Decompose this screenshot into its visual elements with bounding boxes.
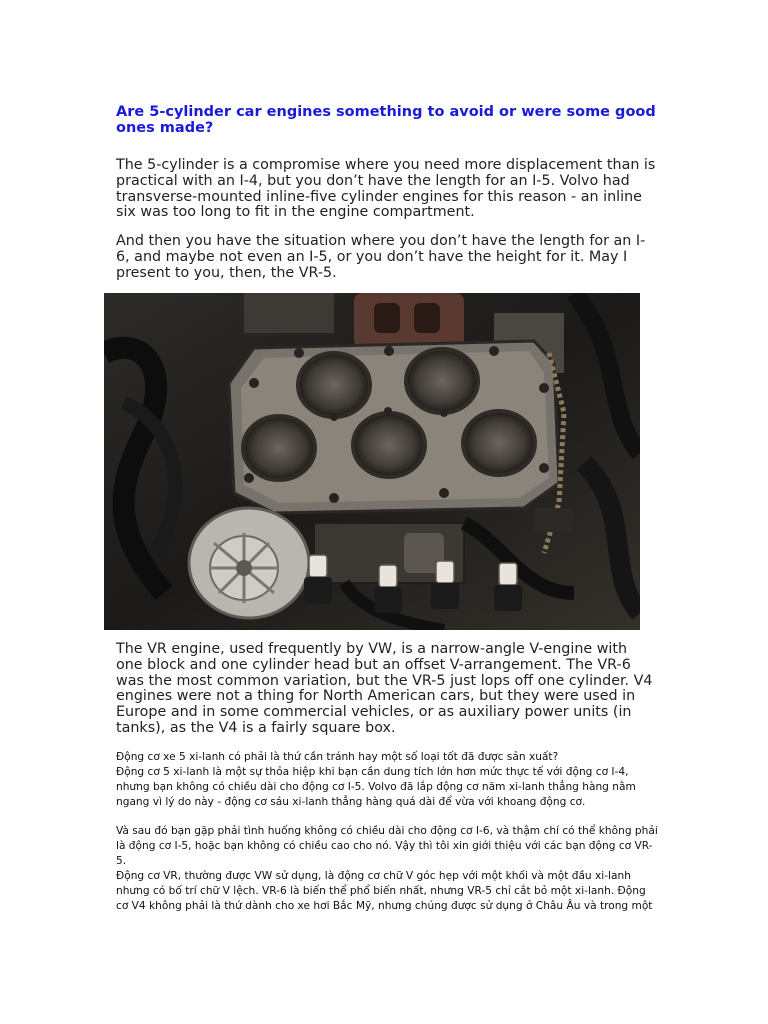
paragraph-3: The VR engine, used frequently by VW, is a narrow-angle V-engine with one block and one cylinder head but an offset V-arrangement. The VR-6 was the most common variation, but the VR-5 just lops off one cylinder. V4 engines were not a thing for North American cars, but they were used in Europe and in some commercial vehicles, or as auxiliary power units (in tanks), as the V4 is a fairly square box. (116, 641, 653, 736)
translation-block-2: Và sau đó bạn gặp phải tình huống không có chiều dài cho động cơ I-6, và thậm chí có thể không phải là động cơ I-5, hoặc bạn không có chiều cao cho nó. Vậy thì tôi xin giới thiệu với các bạn động cơ VR-5. (116, 825, 658, 867)
paragraph-2: And then you have the situation where you don’t have the length for an I-6, and maybe not even an I-5, or you don’t have the height for it. May I present to you, then, the VR-5. (116, 233, 646, 281)
engine-photo (104, 293, 640, 630)
translation-block-3: Động cơ VR, thường được VW sử dụng, là động cơ chữ V góc hẹp với một khối và một đầu xi-lanh nhưng có bố trí chữ V lệch. VR-6 là biến thể phổ biến nhất, nhưng VR-5 chỉ cắt bỏ một xi-lanh. Động cơ V4 không phải là thứ dành cho xe hơi Bắc Mỹ, nhưng chúng được sử dụng ở Châu Âu và trong một (116, 870, 653, 912)
paragraph-1: The 5-cylinder is a compromise where you need more displacement than is practical with an I-4, but you don’t have the length for an I-5. Volvo had transverse-mounted inline-five cylinder engines for this reason - an inline six was too long to fit in the engine compartment. (116, 157, 656, 221)
translation-block-1: Động cơ xe 5 xi-lanh có phải là thứ cần tránh hay một số loại tốt đã được sản xuất? Động cơ 5 xi-lanh là một sự thỏa hiệp khi bạn cần dung tích lớn hơn mức thực tế với động cơ I-4, nhưng bạn không có chiều dài cho động cơ I-5. Volvo đã lắp động cơ năm xi-lanh thẳng hàng nằm ngang vì lý do này - động cơ sáu xi-lanh thẳng hàng quá dài để vừa với khoang động cơ. (116, 751, 636, 808)
article-title: Are 5-cylinder car engines something to avoid or were some good ones made? (116, 104, 656, 136)
